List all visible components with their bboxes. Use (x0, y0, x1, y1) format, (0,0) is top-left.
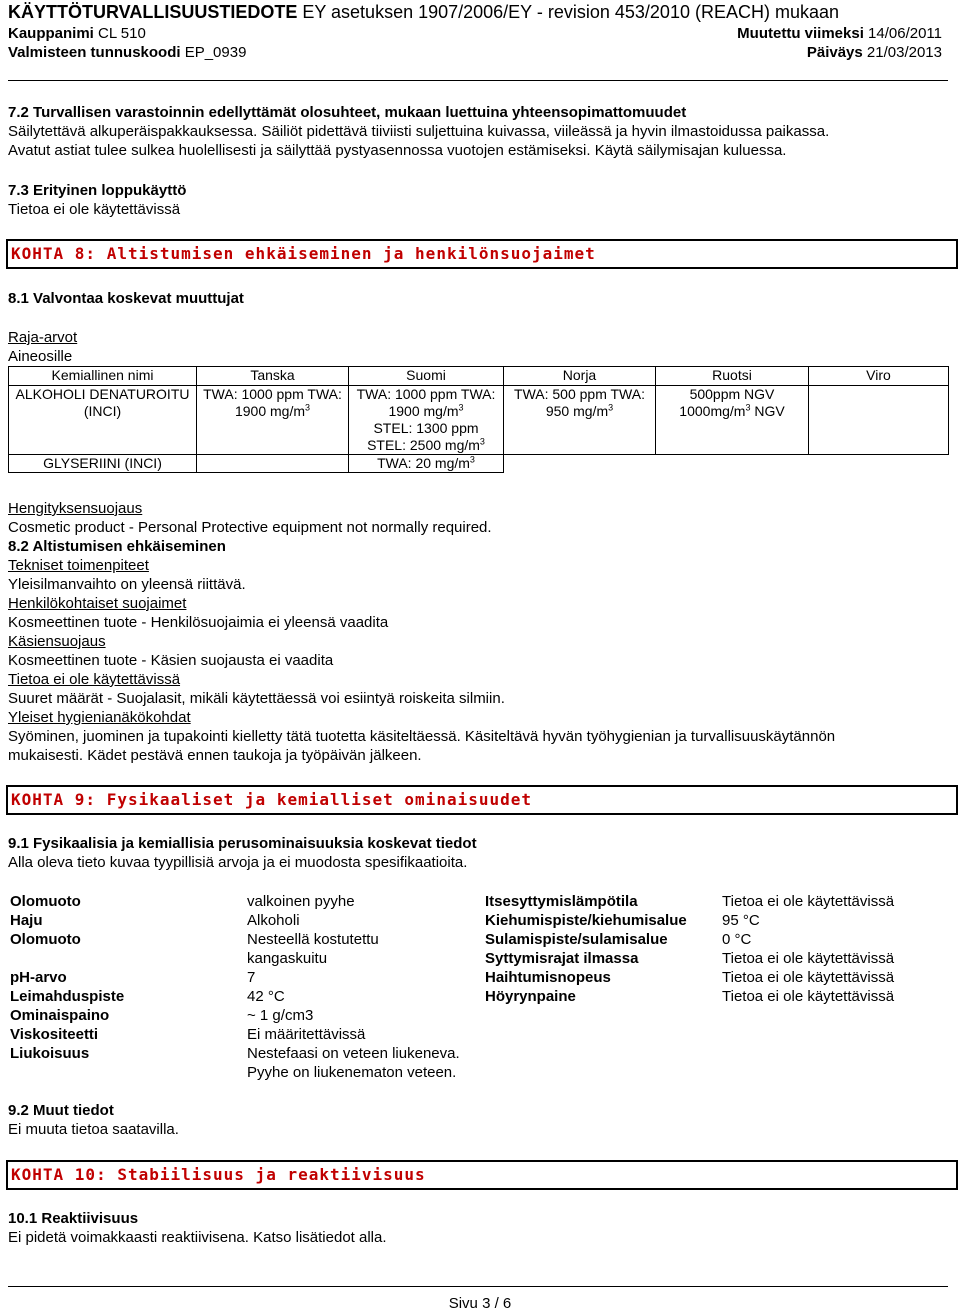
product-code-label: Valmisteen tunnuskoodi (8, 44, 181, 61)
cell-norway (504, 455, 656, 473)
prop-value: 0 °C (722, 931, 752, 948)
prop-value: Alkoholi (247, 912, 300, 929)
cell-chemical-name: ALKOHOLI DENATUROITU (INCI) (9, 386, 197, 455)
cell-denmark: TWA: 1000 ppm TWA: 1900 $mg/m^3$ (197, 386, 349, 455)
text-9-2: Ei muuta tietoa saatavilla. (8, 1121, 179, 1138)
heading-9-2: 9.2 Muut tiedot (8, 1102, 114, 1119)
heading-7-3: 7.3 Erityinen loppukäyttö (8, 182, 187, 199)
header-row-1 (8, 25, 942, 43)
table-row (9, 455, 949, 473)
text-7-2-line2: Avatut astiat tulee sulkea huolellisesti ja säilyttää pystyasennossa vuotojen estämiseksi. Käytä säilymisajan kuluessa. (8, 142, 787, 159)
prop-label: Liukoisuus (10, 1045, 90, 1062)
respiratory-text: Cosmetic product - Personal Protective equipment not normally required. (8, 519, 492, 536)
text-9-1: Alla oleva tieto kuvaa tyypillisiä arvoja ja ei muodosta spesifikaatioita. (8, 854, 468, 871)
section-9-banner (6, 785, 958, 815)
cell-sweden (656, 455, 809, 473)
cell-finland: TWA: 1000 ppm TWA: 1900 $mg/m^3$ STEL: 1300 ppm STEL: 2500 $mg/m^3$ (349, 386, 504, 455)
text-7-3: Tietoa ei ole käytettävissä (8, 201, 181, 218)
substances-label: Aineosille (8, 348, 73, 365)
hygiene-text-line2: mukaisesti. Kädet pestävä ennen taukoja ja työpäivän jälkeen. (8, 747, 422, 764)
hygiene-text-line1: Syöminen, juominen ja tupakointi kielletty tätä tuotetta käsiteltäessä. Käsiteltävä hyvän työhygienian ja turvallisuuskäytännön (8, 728, 836, 745)
title-main: KÄYTTÖTURVALLISUUSTIEDOTE (8, 2, 298, 22)
heading-8-1: 8.1 Valvontaa koskevat muuttujat (8, 290, 244, 307)
prop-value: Nesteellä kostutettu (247, 931, 379, 948)
header-row-2 (8, 44, 942, 62)
exposure-limits-table (8, 366, 949, 473)
prop-label: Syttymisrajat ilmassa (485, 950, 639, 967)
prop-value: Tietoa ei ole käytettävissä (722, 988, 895, 1005)
prop-value-cont: Pyyhe on liukenematon veteen. (247, 1064, 457, 1081)
cell-estonia (809, 386, 949, 455)
modified-label: Muutettu viimeksi (737, 25, 864, 42)
prop-label: Itsesyttymislämpötila (485, 893, 638, 910)
table-header-row (9, 367, 949, 386)
prop-value: ~ 1 g/cm3 (247, 1007, 314, 1024)
col-header-estonia: Viro (809, 367, 949, 386)
heading-7-2: 7.2 Turvallisen varastoinnin edellyttämät olosuhteet, mukaan luettuina yhteensopimattomuudet (8, 104, 687, 121)
heading-8-2: 8.2 Altistumisen ehkäiseminen (8, 538, 226, 555)
hand-protection-label: Käsiensuojaus (8, 633, 106, 650)
prop-value: Nestefaasi on veteen liukeneva. (247, 1045, 460, 1062)
col-header-denmark: Tanska (197, 367, 349, 386)
heading-9-1: 9.1 Fysikaalisia ja kemiallisia perusominaisuuksia koskevat tiedot (8, 835, 477, 852)
prop-value: valkoinen pyyhe (247, 893, 355, 910)
header-divider (8, 80, 948, 81)
page-number: Sivu 3 / 6 (448, 1295, 512, 1312)
section-8-banner (6, 239, 958, 269)
eye-protection-text: Suuret määrät - Suojalasit, mikäli käytettäessä voi esiintyä roiskeita silmiin. (8, 690, 505, 707)
eye-protection-label: Tietoa ei ole käytettävissä (8, 671, 181, 688)
prop-label: Leimahduspiste (10, 988, 125, 1005)
table-row (9, 386, 949, 455)
prop-label: Olomuoto (10, 893, 81, 910)
trade-name-value: CL 510 (98, 25, 146, 42)
prop-label: Ominaispaino (10, 1007, 110, 1024)
respiratory-label: Hengityksensuojaus (8, 500, 143, 517)
hand-protection-text: Kosmeettinen tuote - Käsien suojausta ei vaadita (8, 652, 334, 669)
text-10-1: Ei pidetä voimakkaasti reaktiivisena. Katso lisätiedot alla. (8, 1229, 387, 1246)
personal-protection-label: Henkilökohtaiset suojaimet (8, 595, 187, 612)
modified-value: 14/06/2011 (868, 25, 942, 42)
limit-values-label: Raja-arvot (8, 329, 78, 346)
cell-chemical-name: GLYSERIINI (INCI) (9, 455, 197, 473)
date-label: Päiväys (806, 44, 863, 61)
prop-label: Haihtumisnopeus (485, 969, 611, 986)
technical-measures-label: Tekniset toimenpiteet (8, 557, 149, 574)
prop-value: Ei määritettävissä (247, 1026, 366, 1043)
trade-name-label: Kauppanimi (8, 25, 94, 42)
prop-label: Sulamispiste/sulamisalue (485, 931, 668, 948)
section-9-title: KOHTA 9: Fysikaaliset ja kemialliset ominaisuudet (11, 790, 533, 809)
cell-estonia (809, 455, 949, 473)
date-value: 21/03/2013 (866, 44, 942, 61)
col-header-chemical: Kemiallinen nimi (9, 367, 197, 386)
prop-value-cont: kangaskuitu (247, 950, 328, 967)
section-10-banner (6, 1160, 958, 1190)
footer-divider (8, 1286, 948, 1287)
prop-value: 95 °C (722, 912, 760, 929)
col-header-sweden: Ruotsi (656, 367, 809, 386)
personal-protection-text: Kosmeettinen tuote - Henkilösuojaimia ei yleensä vaadita (8, 614, 389, 631)
section-8-title: KOHTA 8: Altistumisen ehkäiseminen ja henkilönsuojaimet (11, 244, 596, 263)
prop-label: pH-arvo (10, 969, 67, 986)
col-header-norway: Norja (504, 367, 656, 386)
technical-measures-text: Yleisilmanvaihto on yleensä riittävä. (8, 576, 246, 593)
prop-label: Olomuoto (10, 931, 81, 948)
prop-label: Viskositeetti (10, 1026, 99, 1043)
prop-label: Haju (10, 912, 43, 929)
hygiene-label: Yleiset hygienianäkökohdat (8, 709, 191, 726)
col-header-finland: Suomi (349, 367, 504, 386)
section-10-title: KOHTA 10: Stabiilisuus ja reaktiivisuus (11, 1165, 426, 1184)
document-title (8, 2, 839, 23)
prop-value: Tietoa ei ole käytettävissä (722, 969, 895, 986)
prop-value: 42 °C (247, 988, 285, 1005)
prop-label: Höyrynpaine (485, 988, 576, 1005)
title-regulation: EY asetuksen 1907/2006/EY - revision 453/2010 (REACH) mukaan (297, 2, 839, 22)
prop-label: Kiehumispiste/kiehumisalue (485, 912, 687, 929)
cell-norway: TWA: 500 ppm TWA: 950 $mg/m^3$ (504, 386, 656, 455)
heading-10-1: 10.1 Reaktiivisuus (8, 1210, 139, 1227)
prop-value: Tietoa ei ole käytettävissä (722, 893, 895, 910)
cell-denmark (197, 455, 349, 473)
product-code-value: EP_0939 (184, 44, 247, 61)
text-7-2-line1: Säilytettävä alkuperäispakkauksessa. Säiliöt pidettävä tiiviisti suljettuina kuivassa, viileässä ja hyvin ilmastoidussa paikassa. (8, 123, 830, 140)
prop-value: Tietoa ei ole käytettävissä (722, 950, 895, 967)
prop-value: 7 (247, 969, 256, 986)
cell-sweden: 500ppm NGV $1000mg/m^3$ NGV (656, 386, 809, 455)
cell-finland: TWA: 20 $mg/m^3$ (349, 455, 504, 473)
